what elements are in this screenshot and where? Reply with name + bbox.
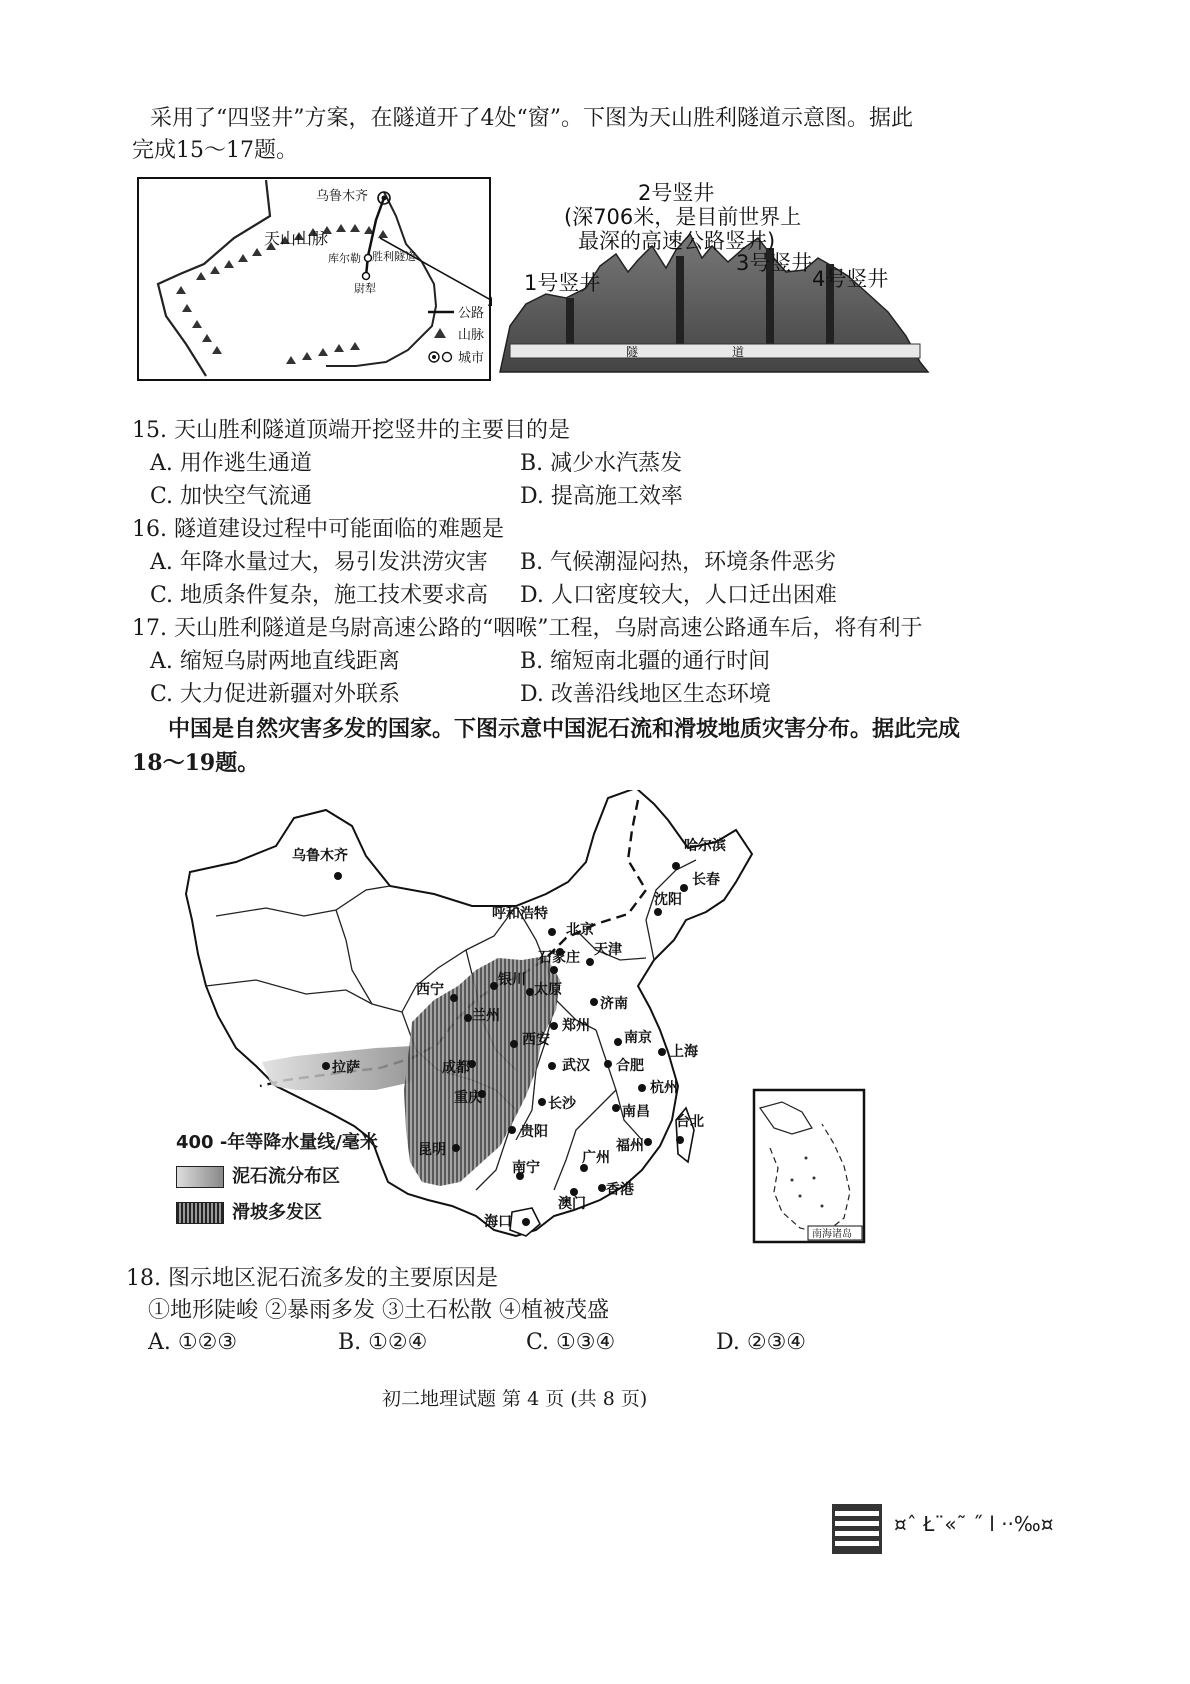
q18-option-d: D. ②③④	[716, 1330, 807, 1355]
city-shenyang: 沈阳	[654, 892, 682, 908]
city-yinchuan: 银川	[498, 972, 526, 988]
q15-option-a: A. 用作逃生通道	[150, 451, 312, 476]
q18-stem: 18. 图示地区泥石流多发的主要原因是	[126, 1266, 498, 1291]
city-guiyang: 贵阳	[520, 1124, 548, 1140]
q16-option-a: A. 年降水量过大，易引发洪涝灾害	[150, 550, 488, 575]
inset-label: 南海诸岛	[812, 1229, 852, 1240]
city-chongqing: 重庆	[454, 1090, 482, 1106]
city-tianjin: 天津	[594, 942, 622, 958]
intro2-line-2: 18～19题。	[132, 750, 260, 776]
city-xining: 西宁	[416, 982, 444, 998]
city-lhasa: 拉萨	[332, 1060, 360, 1076]
legend-isohyet	[176, 1128, 378, 1154]
city-aomen: 澳门	[558, 1196, 586, 1212]
shaft1-label: 1号竖井	[524, 271, 601, 295]
map-label-range: 天山山脉	[264, 229, 329, 248]
legend-city: 城市	[458, 351, 485, 366]
legend-mountain: 山脉	[458, 328, 485, 343]
qr-stamp-text: ¤ˆ Ł¨«˜ ˝ l ··‰¤	[894, 1512, 1054, 1536]
map-label-tunnel: 胜利隧道	[372, 250, 416, 263]
q15-option-b: B. 减少水汽蒸发	[520, 451, 683, 476]
legend-landslide-text: 滑坡多发区	[232, 1202, 322, 1223]
legend-isohyet-text: 400 -年等降水量线/毫米	[176, 1132, 378, 1153]
city-kunming: 昆明	[418, 1142, 446, 1158]
intro-line-1: 采用了“四竖井”方案，在隧道开了4处“窗”。下图为天山胜利隧道示意图。据此	[150, 106, 913, 131]
tunnel-profile-diagram	[496, 176, 932, 386]
map-label-yuli: 尉犁	[354, 282, 376, 295]
city-xianggang: 香港	[606, 1182, 634, 1198]
q17-option-d: D. 改善沿线地区生态环境	[520, 682, 771, 707]
q18-option-b: B. ①②④	[338, 1330, 428, 1355]
city-lanzhou: 兰州	[472, 1008, 500, 1024]
q17-option-c: C. 大力促进新疆对外联系	[150, 682, 401, 707]
city-shijiazhuang: 石家庄	[538, 950, 580, 966]
legend-landslide	[176, 1198, 322, 1224]
page-footer: 初二地理试题 第 4 页 (共 8 页)	[382, 1388, 648, 1410]
intro2-line-1: 中国是自然灾害多发的国家。下图示意中国泥石流和滑坡地质灾害分布。据此完成	[168, 716, 961, 742]
city-fuzhou: 福州	[616, 1138, 644, 1154]
q16-option-b: B. 气候潮湿闷热，环境条件恶劣	[520, 550, 837, 575]
city-shanghai: 上海	[670, 1044, 698, 1060]
q16-option-c: C. 地质条件复杂，施工技术要求高	[150, 583, 489, 608]
tunnel-location-map	[136, 176, 492, 382]
city-jinan: 济南	[600, 996, 628, 1012]
shaft2-note-1: (深706米，是目前世界上	[564, 205, 802, 229]
tunnel-char-1: 隧	[626, 345, 639, 359]
q16-stem: 16. 隧道建设过程中可能面临的难题是	[132, 517, 504, 542]
city-nanjing: 南京	[624, 1030, 652, 1046]
q18-option-a: A. ①②③	[148, 1330, 238, 1355]
city-haikou: 海口	[484, 1214, 512, 1230]
legend-road: 公路	[458, 306, 485, 321]
legend-debris-text: 泥石流分布区	[232, 1166, 340, 1187]
shaft2-note-2: 最深的高速公路竖井)	[578, 229, 776, 253]
city-taipei: 台北	[676, 1114, 704, 1130]
debris-swatch	[176, 1166, 224, 1188]
city-wuhan: 武汉	[562, 1058, 590, 1074]
q16-option-d: D. 人口密度较大，人口迁出困难	[520, 583, 837, 608]
city-beijing: 北京	[566, 922, 594, 938]
city-nanchang: 南昌	[622, 1104, 650, 1120]
city-taiyuan: 太原	[534, 982, 562, 998]
shaft2-title: 2号竖井	[638, 181, 715, 205]
shaft4-label: 4号竖井	[812, 267, 889, 291]
city-hangzhou: 杭州	[650, 1080, 678, 1096]
qr-code	[832, 1504, 882, 1554]
landslide-swatch	[176, 1202, 224, 1224]
q15-stem: 15. 天山胜利隧道顶端开挖竖井的主要目的是	[132, 418, 570, 443]
q18-factors: ①地形陡峻 ②暴雨多发 ③土石松散 ④植被茂盛	[148, 1298, 609, 1323]
shaft3-label: 3号竖井	[736, 251, 813, 275]
q17-option-a: A. 缩短乌尉两地直线距离	[150, 649, 400, 674]
intro-line-2: 完成15～17题。	[132, 138, 298, 163]
city-zhengzhou: 郑州	[562, 1018, 590, 1034]
q15-option-d: D. 提高施工效率	[520, 484, 683, 509]
city-harbin: 哈尔滨	[684, 838, 726, 854]
map-label-korla: 库尔勒	[328, 252, 361, 265]
q17-stem: 17. 天山胜利隧道是乌尉高速公路的“咽喉”工程，乌尉高速公路通车后，将有利于	[132, 616, 923, 641]
city-changsha: 长沙	[548, 1096, 576, 1112]
q17-option-b: B. 缩短南北疆的通行时间	[520, 649, 771, 674]
city-guangzhou: 广州	[582, 1150, 610, 1166]
tunnel-char-2: 道	[732, 345, 745, 359]
city-hefei: 合肥	[616, 1058, 644, 1074]
legend-debris	[176, 1162, 340, 1188]
map-label-urumqi: 乌鲁木齐	[316, 189, 369, 204]
south-sea-inset	[752, 1088, 866, 1244]
city-chengdu: 成都	[442, 1060, 470, 1076]
q15-option-c: C. 加快空气流通	[150, 484, 313, 509]
city-xian: 西安	[522, 1032, 550, 1048]
city-nanning: 南宁	[512, 1160, 540, 1176]
city-urumqi: 乌鲁木齐	[292, 848, 348, 864]
city-hohhot: 呼和浩特	[492, 906, 548, 922]
q18-option-c: C. ①③④	[526, 1330, 616, 1355]
city-changchun: 长春	[692, 872, 720, 888]
